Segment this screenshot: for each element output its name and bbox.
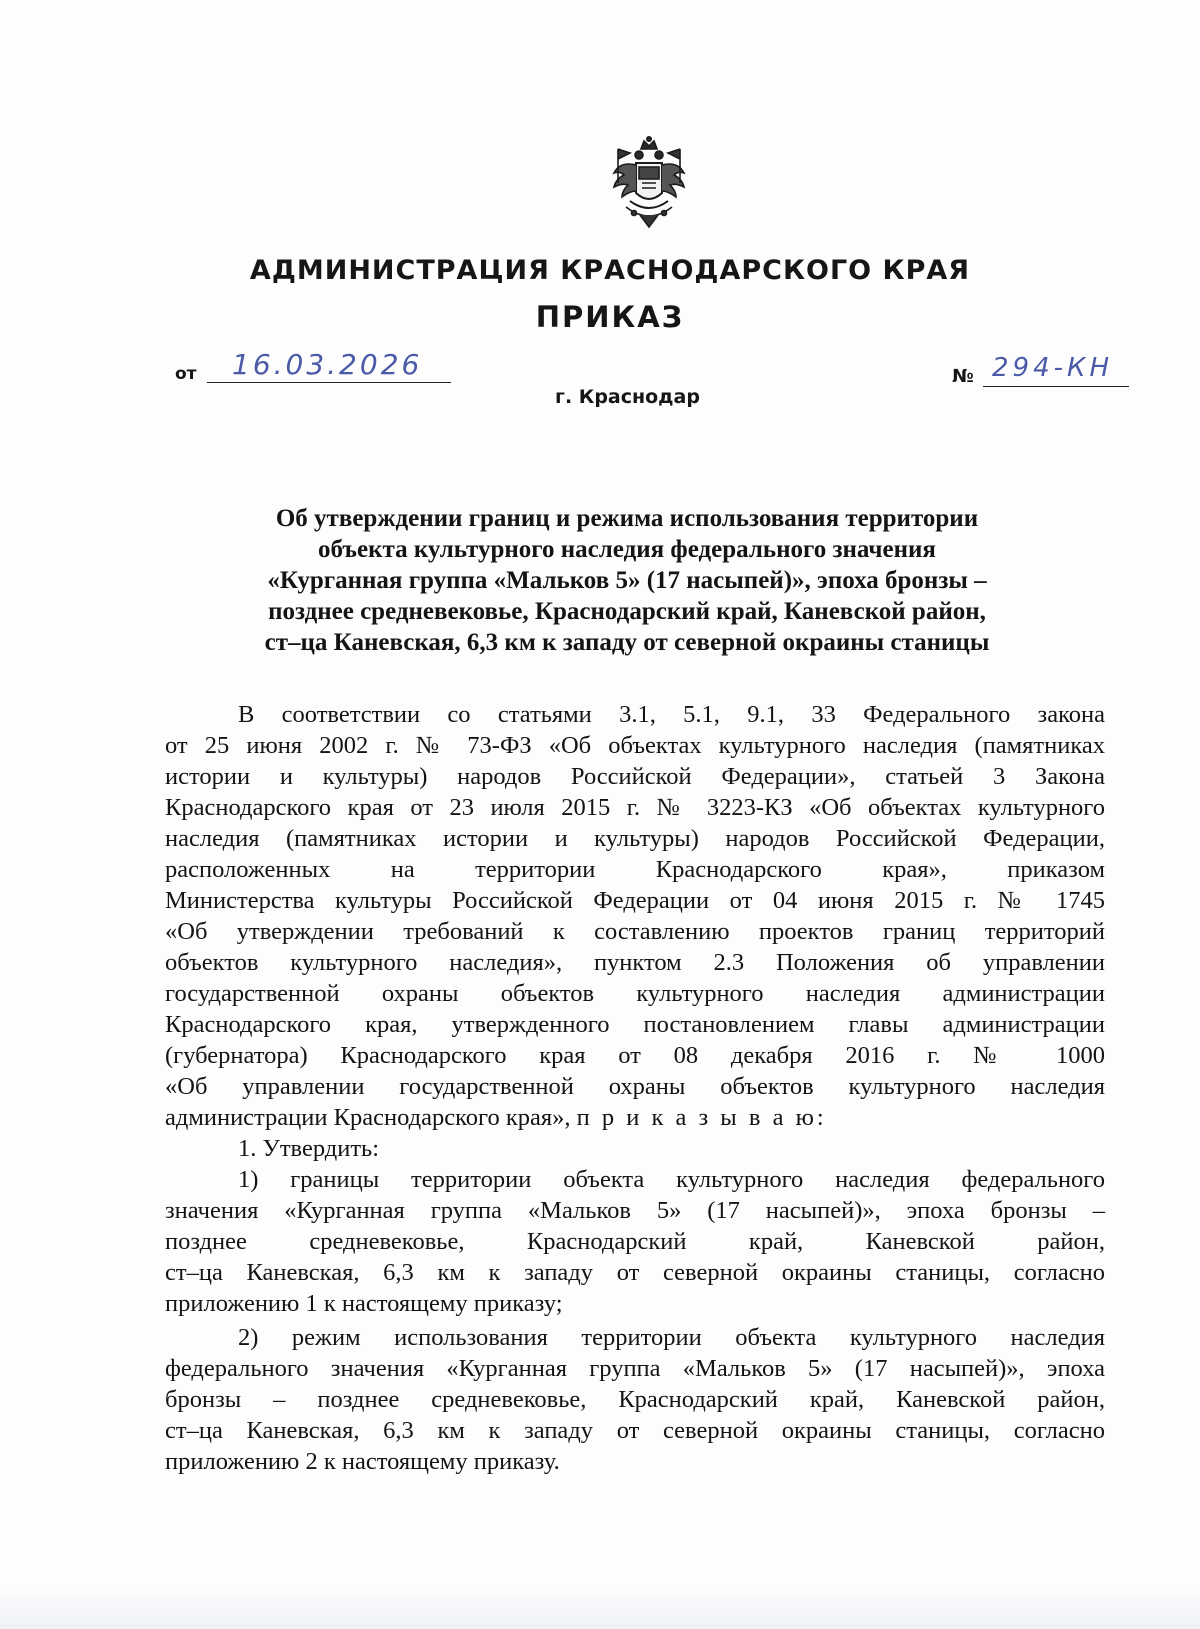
body-line: от 25 июня 2002 г. № 73-ФЗ «Об объектах культурного наследия (памятниках [165,732,1105,759]
body-line: объектов культурного наследия», пунктом 2.3 Положения об управлении [165,949,1105,976]
body-line: приложению 1 к настоящему приказу; [165,1290,563,1317]
body-line: Министерства культуры Российской Федерации от 04 июня 2015 г. № 1745 [165,887,1105,914]
body-line: 2) режим использования территории объекта культурного наследия [238,1324,1105,1351]
body-line: Краснодарского края, утвержденного постановлением главы администрации [165,1011,1105,1038]
city-label: г. Краснодар [555,386,700,408]
handwritten-number: 294-КН [992,353,1114,383]
body-line: государственной охраны объектов культурного наследия администрации [165,980,1105,1007]
number-prefix: № [952,366,974,387]
heading-line: Об утверждении границ и режима использования территории [275,505,979,532]
body-line: (губернатора) Краснодарского края от 08 декабря 2016 г. № 1000 [165,1042,1105,1069]
body-line: бронзы – позднее средневековье, Краснодарский край, Каневской район, [165,1386,1105,1413]
body-line: В соответствии со статьями 3.1, 5.1, 9.1, 33 Федерального закона [238,701,1105,728]
coat-of-arms-icon [606,135,692,231]
body-line: ст–ца Каневская, 6,3 км к западу от северной окраины станицы, согласно [165,1259,1105,1286]
heading-line: объекта культурного наследия федерального значения [318,536,936,563]
body-line: расположенных на территории Краснодарского края», приказом [165,856,1105,883]
body-line: «Об утверждении требований к составлению проектов границ территорий [165,918,1105,945]
heading-line: «Курганная группа «Мальков 5» (17 насыпей)», эпоха бронзы – [267,567,987,594]
body-line: 1) границы территории объекта культурного наследия федерального [238,1166,1105,1193]
handwritten-date: 16.03.2026 [232,348,423,381]
date-prefix: от [175,364,197,384]
body-line: Краснодарского края от 23 июля 2015 г. № 3223-КЗ «Об объектах культурного [165,794,1105,821]
body-text: администрации Краснодарского края», [165,1104,571,1131]
body-line: ст–ца Каневская, 6,3 км к западу от северной окраины станицы, согласно [165,1417,1105,1444]
organization-title: АДМИНИСТРАЦИЯ КРАСНОДАРСКОГО КРАЯ [249,255,971,286]
heading-line: позднее средневековье, Краснодарский край, Каневской район, [268,598,986,625]
document-type: ПРИКАЗ [535,300,685,334]
number-underline [983,386,1129,387]
body-line: 1. Утвердить: [238,1135,380,1162]
body-line: «Об управлении государственной охраны объектов культурного наследия [165,1073,1105,1100]
date-underline [207,382,451,383]
heading-line: ст–ца Каневская, 6,3 км к западу от северной окраины станицы [264,629,990,656]
body-line: наследия (памятниках истории и культуры) народов Российской Федерации, [165,825,1105,852]
scan-edge [0,1589,1200,1629]
order-word: п р и к а з ы в а ю: [576,1104,827,1131]
body-line [165,1103,1105,1133]
body-line: приложению 2 к настоящему приказу. [165,1448,560,1475]
body-line: федерального значения «Курганная группа «Мальков 5» (17 насыпей)», эпоха [165,1355,1105,1382]
body-line: позднее средневековье, Краснодарский край, Каневской район, [165,1228,1105,1255]
body-line: истории и культуры) народов Российской Федерации», статьей 3 Закона [165,763,1105,790]
document-heading [200,503,1054,658]
body-line: значения «Курганная группа «Мальков 5» (17 насыпей)», эпоха бронзы – [165,1197,1105,1224]
